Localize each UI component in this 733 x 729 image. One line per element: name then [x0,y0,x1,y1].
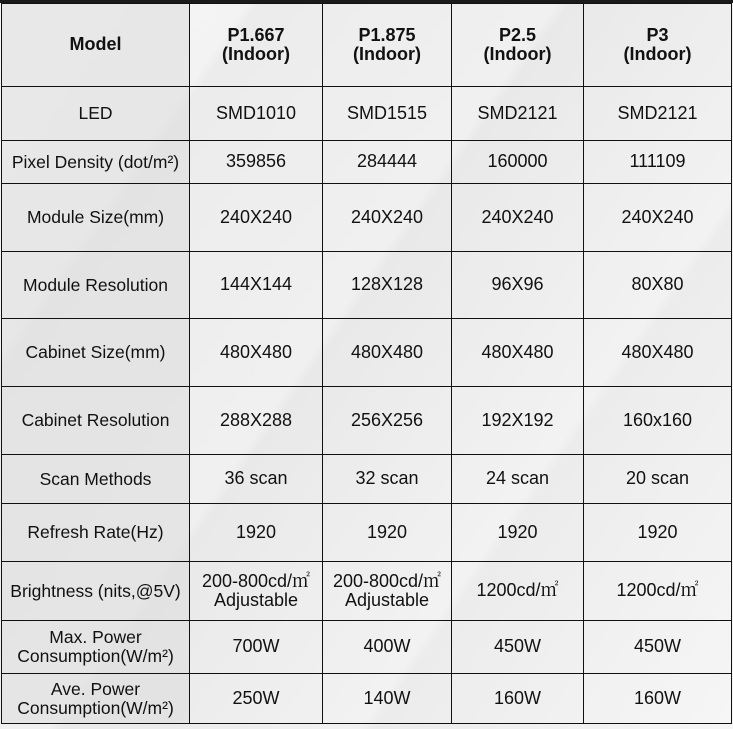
row-label: Brightness (nits,@5V) [2,562,190,621]
column-header-p1875 [323,4,452,87]
cell-value: SMD1515 [323,87,452,141]
cell-value: 160W [452,674,584,724]
cell-value: 250W [190,674,323,724]
cell-value: 1920 [190,504,323,562]
brightness-range: 1200cd/㎡ [476,580,559,601]
cell-value: 36 scan [190,455,323,504]
cell-value: 700W [190,621,323,674]
column-name: P1.667 [227,24,285,45]
cell-value: 240X240 [190,184,323,252]
cell-value: 160x160 [584,387,732,455]
cell-value: 160000 [452,141,584,184]
row-label: Scan Methods [2,455,190,504]
cell-value: 1920 [452,504,584,562]
column-name: P2.5 [498,24,537,45]
brightness-range: 200-800cd/㎡ [201,570,311,591]
cell-value: 140W [323,674,452,724]
cell-value: 80X80 [584,252,732,319]
cell-value: 240X240 [452,184,584,252]
cell-value: SMD2121 [452,87,584,141]
column-header-p1667 [190,4,323,87]
row-pixel-density [2,141,732,184]
cell-value: 480X480 [190,319,323,387]
cell-value: 192X192 [452,387,584,455]
column-name: P3 [646,24,669,45]
cell-value: 256X256 [323,387,452,455]
row-brightness [2,562,732,621]
row-max-power [2,621,732,674]
cell-value: SMD1010 [190,87,323,141]
cell-value: 1920 [323,504,452,562]
row-module-resolution [2,252,732,319]
row-label: Pixel Density (dot/m²) [2,141,190,184]
cell-value: 96X96 [452,252,584,319]
cell-value: 480X480 [323,319,452,387]
row-label [2,674,190,724]
row-label: LED [2,87,190,141]
brightness-range: 1200cd/㎡ [616,580,699,601]
row-led [2,87,732,141]
cell-value: 450W [452,621,584,674]
row-label-line1: Ave. Power [50,678,141,699]
cell-value: 128X128 [323,252,452,319]
cell-value: 450W [584,621,732,674]
cell-value: 20 scan [584,455,732,504]
cell-value [452,562,584,621]
row-scan-methods [2,455,732,504]
row-label: Module Resolution [2,252,190,319]
cell-value: 359856 [190,141,323,184]
cell-value [190,562,323,621]
brightness-note: Adjustable [213,590,299,610]
header-row [2,4,732,87]
row-label: Module Size(mm) [2,184,190,252]
row-label: Refresh Rate(Hz) [2,504,190,562]
cell-value: 400W [323,621,452,674]
row-label-line2: Consumption(W/m²) [17,697,174,718]
column-header-p3 [584,4,732,87]
column-env: (Indoor) [483,44,552,64]
cell-value: 480X480 [584,319,732,387]
cell-value: SMD2121 [584,87,732,141]
cell-value: 480X480 [452,319,584,387]
row-label: Cabinet Resolution [2,387,190,455]
cell-value: 111109 [584,141,732,184]
row-cabinet-size [2,319,732,387]
cell-value [323,562,452,621]
column-env: (Indoor) [623,44,692,64]
row-label-line1: Max. Power [49,627,142,648]
cell-value [584,562,732,621]
row-refresh-rate [2,504,732,562]
row-label: Cabinet Size(mm) [2,319,190,387]
brightness-note: Adjustable [344,590,430,610]
cell-value: 288X288 [190,387,323,455]
row-label-line2: Consumption(W/m²) [17,646,174,666]
row-label [2,621,190,674]
cell-value: 160W [584,674,732,724]
cell-value: 24 scan [452,455,584,504]
cell-value: 240X240 [323,184,452,252]
spec-table [1,3,732,724]
cell-value: 1920 [584,504,732,562]
model-header: Model [2,4,190,87]
row-module-size [2,184,732,252]
cell-value: 240X240 [584,184,732,252]
cell-value: 32 scan [323,455,452,504]
brightness-range: 200-800cd/㎡ [332,570,442,591]
column-name: P1.875 [358,24,416,45]
cell-value: 144X144 [190,252,323,319]
row-ave-power [2,674,732,724]
cell-value: 284444 [323,141,452,184]
column-header-p25 [452,4,584,87]
row-cabinet-resolution [2,387,732,455]
column-env: (Indoor) [222,44,290,64]
column-env: (Indoor) [353,44,421,64]
